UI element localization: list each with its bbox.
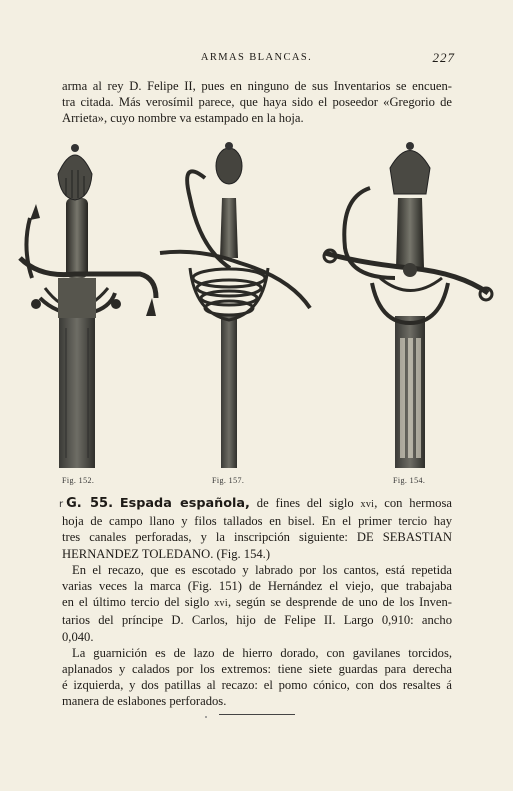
figure-caption-157: Fig. 157.	[212, 476, 245, 485]
entry-paragraph-1	[59, 495, 452, 562]
entry-line: 0,040.	[62, 629, 94, 644]
entry-text: de fines del siglo	[256, 496, 354, 510]
intro-line: tra citada. Más verosímil parece, que haya sido el poseedor «Gregorio de	[62, 95, 452, 110]
figure-caption-152: Fig. 152.	[62, 476, 95, 485]
ink-speck	[205, 716, 207, 718]
entry-text: en el último tercio del siglo	[62, 595, 210, 610]
entry-line: tres canales perforadas, y la inscripción siguiente: DE SEBASTIAN	[62, 530, 452, 545]
entry-body	[59, 495, 452, 710]
entry-line: hoja de campo llano y filos tallados en bisel. En el primer tercio hay	[62, 514, 452, 529]
entry-text: , con hermosa	[374, 496, 452, 510]
entry-line: tarios del príncipe D. Carlos, hijo de Felipe II. Largo 0,910: ancho	[62, 613, 452, 628]
entry-line: HERNANDEZ TOLEDANO. (Fig. 154.)	[62, 546, 271, 561]
entry-paragraph-2	[62, 562, 452, 645]
sword-illustrations	[0, 138, 513, 483]
running-head-title: ARMAS BLANCAS.	[200, 52, 313, 63]
entry-line: manera de eslabones perforados.	[62, 694, 227, 709]
end-rule	[219, 714, 295, 715]
page-number: 227	[432, 50, 455, 65]
entry-text: , según se desprende de uno de los Inven-	[227, 595, 452, 610]
intro-paragraph	[62, 78, 452, 127]
entry-number: G. 55.	[66, 496, 114, 511]
intro-line: arma al rey D. Felipe II, pues en ninguno de sus Inventarios se encuen-	[62, 79, 452, 93]
figure-caption-154: Fig. 154.	[393, 476, 426, 485]
sword-fig-152	[20, 144, 156, 468]
entry-line: En el recazo, que es escotado y labrado por los cantos, está repetida	[72, 562, 452, 577]
sword-fig-157	[160, 142, 310, 468]
entry-line: varias veces la marca (Fig. 151) de Hernández el viejo, que trabajaba	[62, 579, 452, 594]
sword-fig-154	[324, 142, 492, 468]
marginal-mark: r	[59, 499, 64, 510]
entry-text: xvi	[360, 499, 375, 510]
intro-line: Arrieta», cuyo nombre va estampado en la hoja.	[62, 111, 304, 126]
entry-line: La guarnición es de lazo de hierro dorado, con gavilanes torcidos,	[72, 645, 452, 660]
entry-line: é izquierda, y dos patillas al recazo: el pomo cónico, con dos resaltes á	[62, 678, 452, 693]
entry-paragraph-3	[62, 645, 452, 710]
entry-line: aplanados y calados por los extremos: tiene siete guardas para derecha	[62, 662, 452, 677]
running-head	[0, 52, 513, 66]
entry-text: xvi	[214, 598, 228, 610]
entry-title: Espada española,	[119, 496, 250, 511]
